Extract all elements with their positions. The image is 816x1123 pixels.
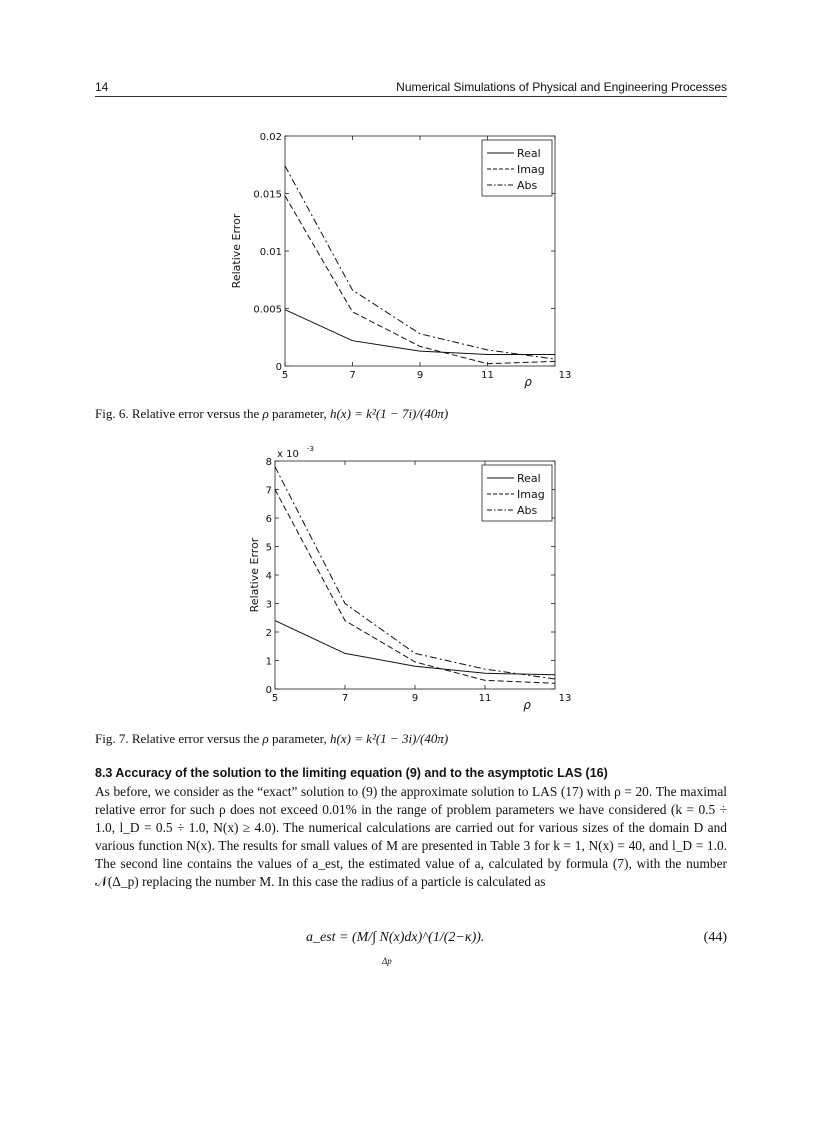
figure-7-caption-formula: h(x) = k²(1 − 3i)/(40π): [329, 731, 449, 746]
fig7-y-tick-label: 4: [265, 571, 272, 582]
fig6-y-tick-label: 0: [275, 362, 282, 373]
figure-7-caption-label: Fig. 7. Relative error versus the: [95, 731, 260, 746]
figure-7-caption: [95, 731, 727, 747]
fig6-x-tick-label: 11: [481, 370, 494, 381]
fig7-x-tick-label: 5: [271, 693, 279, 704]
fig6-x-tick-label: 13: [558, 370, 572, 381]
fig7-x-axis-label: ρ: [523, 698, 531, 712]
fig6-x-axis-label: ρ: [524, 375, 532, 389]
fig6-legend-label-real: Real: [517, 147, 541, 160]
fig6-y-tick-label: 0.005: [253, 304, 282, 316]
fig7-exponent-label: x 10: [277, 449, 299, 460]
fig7-y-tick-label: 0: [265, 685, 272, 696]
figure-6-caption-formula: h(x) = k²(1 − 7i)/(40π): [329, 406, 449, 421]
figure-7-caption-parameter: parameter,: [268, 731, 330, 746]
fig7-y-tick-label: 1: [265, 656, 272, 668]
equation-number: (44): [703, 930, 727, 945]
section-title: 8.3 Accuracy of the solution to the limiting equation (9) and to the asymptotic LAS (16): [95, 766, 608, 780]
page-number: 14: [95, 80, 109, 94]
running-header: [95, 80, 727, 97]
figure-7-chart: [220, 445, 580, 715]
fig7-y-tick-label: 2: [265, 628, 272, 639]
figure-6-caption: [95, 406, 727, 422]
fig6-x-tick-label: 9: [416, 370, 424, 381]
equation-integral-domain: Δp: [382, 956, 392, 966]
fig7-y-tick-label: 6: [265, 514, 272, 525]
figure-6-caption-parameter: parameter,: [268, 406, 330, 421]
fig6-y-tick-label: 0.02: [259, 132, 282, 143]
fig7-y-tick-label: 7: [265, 485, 272, 497]
figure-6-caption-label: Fig. 6. Relative error versus the: [95, 406, 260, 421]
fig7-x-tick-label: 11: [478, 693, 492, 704]
figure-6-caption-rho: ρ: [262, 406, 269, 421]
fig7-x-tick-label: 7: [341, 693, 349, 704]
section-paragraph: As before, we consider as the “exact” solution to (9) the approximate solution to LAS (17) with ρ = 20. The maximal relative error for such ρ does not exceed 0.01% in the range of problem parameters we have considered (k = 0.5 ÷ 1.0, l_D = 0.5 ÷ 1.0, N(x) ≥ 4.0). The numerical calculations are carried out for various sizes of the domain D and various function N(x). The results for small values of M are presented in Table 3 for k = 1, N(x) = 40, and l_D = 1.0. The second line contains the values of a_est, the estimated value of a, calculated by formula (7), with the number 𝒩(Δ_p) replacing the number M. In this case the radius of a particle is calculated as: [95, 784, 727, 889]
fig6-x-tick-label: 5: [281, 370, 289, 381]
fig7-x-tick-label: 13: [558, 693, 572, 704]
fig7-y-axis-label: Relative Error: [248, 537, 261, 613]
fig6-x-tick-label: 7: [349, 370, 356, 381]
equation-body: a_est = (M/∫ N(x)dx)^(1/(2−κ)).: [306, 930, 485, 945]
fig7-y-tick-label: 8: [265, 457, 272, 468]
fig7-legend-label-abs: Abs: [517, 504, 538, 517]
fig6-y-axis-label: Relative Error: [230, 213, 243, 289]
equation-44: [95, 930, 727, 970]
fig6-y-tick-label: 0.015: [253, 189, 282, 201]
fig6-y-tick-label: 0.01: [259, 247, 282, 258]
fig7-x-tick-label: 9: [411, 693, 419, 704]
fig7-y-tick-label: 3: [265, 599, 272, 611]
fig6-legend-label-abs: Abs: [517, 179, 538, 192]
fig7-exponent-power: -3: [307, 445, 314, 453]
figure-7-caption-rho: ρ: [262, 731, 269, 746]
fig7-legend-label-real: Real: [517, 472, 541, 485]
figure-6-chart: [220, 128, 580, 390]
fig7-y-tick-label: 5: [265, 542, 272, 554]
fig6-legend-label-imag: Imag: [517, 163, 545, 176]
fig7-legend-label-imag: Imag: [517, 488, 545, 501]
running-title: Numerical Simulations of Physical and Engineering Processes: [396, 80, 727, 94]
